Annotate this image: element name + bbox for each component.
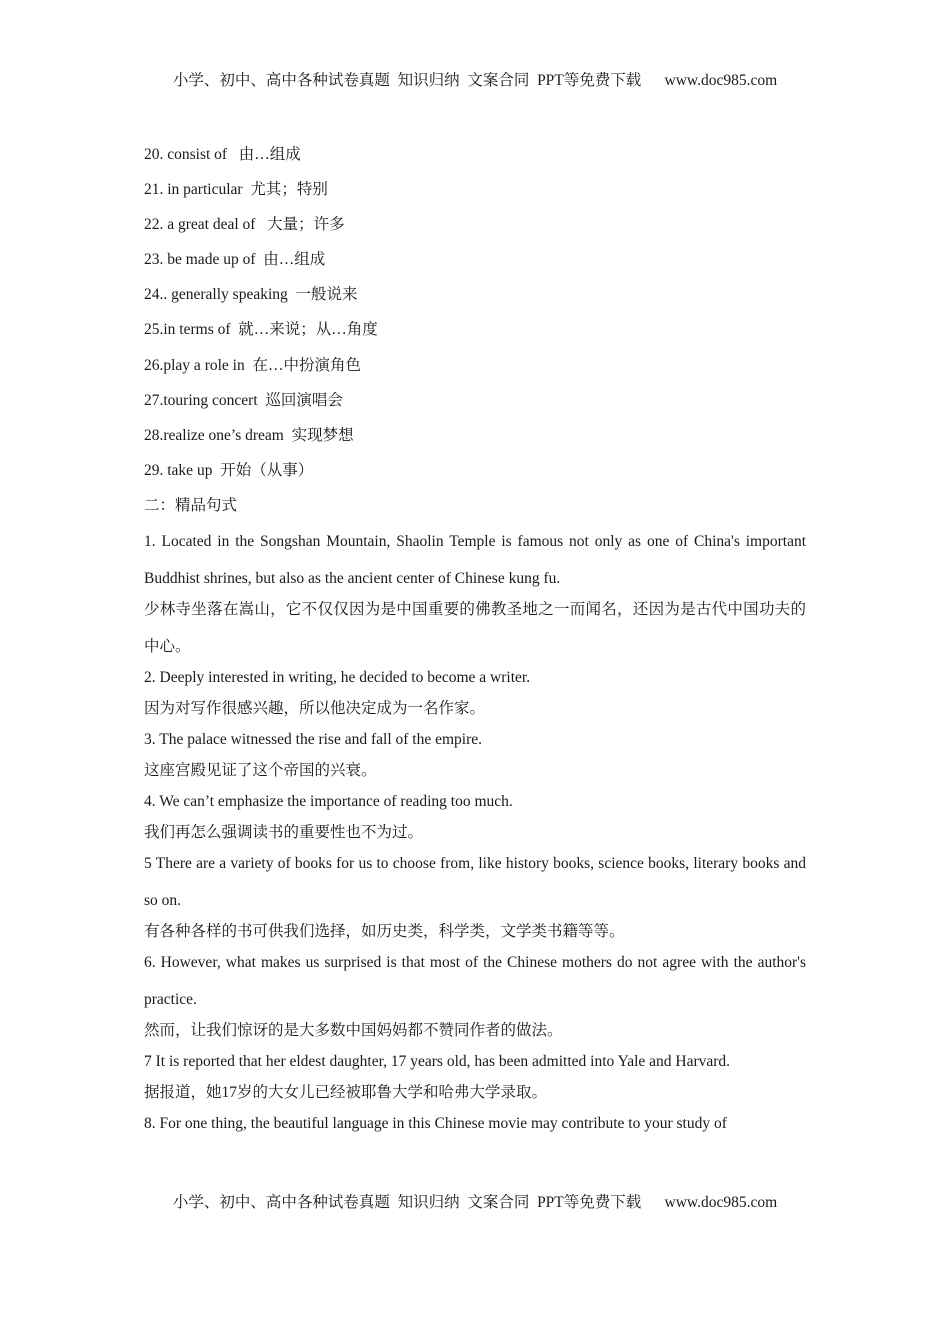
phrase-item: 27.touring concert 巡回演唱会 <box>144 391 343 409</box>
document-body <box>144 143 806 1139</box>
phrase-item: 20. consist of 由…组成 <box>144 146 301 163</box>
sentence-chinese: 这座宫殿见证了这个帝国的兴衰。 <box>144 761 377 779</box>
sentence-chinese: 我们再怎么强调读书的重要性也不为过。 <box>144 823 424 841</box>
sentence-chinese: 有各种各样的书可供我们选择，如历史类，科学类，文学类书籍等等。 <box>144 922 625 940</box>
phrase-item: 21. in particular 尤其；特别 <box>144 181 328 199</box>
phrase-item: 23. be made up of 由…组成 <box>144 251 326 269</box>
sentence-english: 2. Deeply interested in writing, he decided to become a writer. <box>144 668 531 686</box>
phrase-item: 26.play a role in 在…中扮演角色 <box>144 356 361 374</box>
phrase-item: 28.realize one’s dream 实现梦想 <box>144 426 354 444</box>
sentence-english: 5 There are a variety of books for us to choose from, like history books, science books, literary books and so on. <box>144 854 806 909</box>
phrase-item: 22. a great deal of 大量；许多 <box>144 216 345 234</box>
sentence-chinese: 因为对写作很感兴趣，所以他决定成为一名作家。 <box>144 699 486 717</box>
sentence-english: 6. However, what makes us surprised is that most of the Chinese mothers do not agree with the author's practice. <box>144 953 806 1008</box>
sentence-english-partial: 8. For one thing, the beautiful language in this Chinese movie may contribute to your study of <box>144 1114 727 1132</box>
sentence-chinese: 然而，让我们惊讶的是大多数中国妈妈都不赞同作者的做法。 <box>144 1021 563 1039</box>
page-footer: 小学、初中、高中各种试卷真题 知识归纳 文案合同 PPT等免费下载 www.doc985.com <box>172 1194 778 1211</box>
sentence-english: 7 It is reported that her eldest daughter, 17 years old, has been admitted into Yale and Harvard. <box>144 1052 731 1070</box>
section-title: 二：精品句式 <box>144 496 238 514</box>
phrase-item: 25.in terms of 就…来说；从…角度 <box>144 321 378 339</box>
phrase-item: 29. take up 开始（从事） <box>144 461 314 479</box>
sentence-chinese: 少林寺坐落在嵩山，它不仅仅因为是中国重要的佛教圣地之一而闻名，还因为是古代中国功夫的中心。 <box>144 600 806 655</box>
sentence-chinese: 据报道，她17岁的大女儿已经被耶鲁大学和哈弗大学录取。 <box>144 1083 548 1101</box>
phrase-item: 24.. generally speaking 一般说来 <box>144 286 358 304</box>
sentence-english: 3. The palace witnessed the rise and fall of the empire. <box>144 730 483 748</box>
page-header: 小学、初中、高中各种试卷真题 知识归纳 文案合同 PPT等免费下载 www.doc985.com <box>172 72 778 89</box>
sentence-english: 4. We can’t emphasize the importance of reading too much. <box>144 792 513 810</box>
sentence-english: 1. Located in the Songshan Mountain, Shaolin Temple is famous not only as one of China's important Buddhist shrines, but also as the ancient center of Chinese kung fu. <box>144 532 806 587</box>
